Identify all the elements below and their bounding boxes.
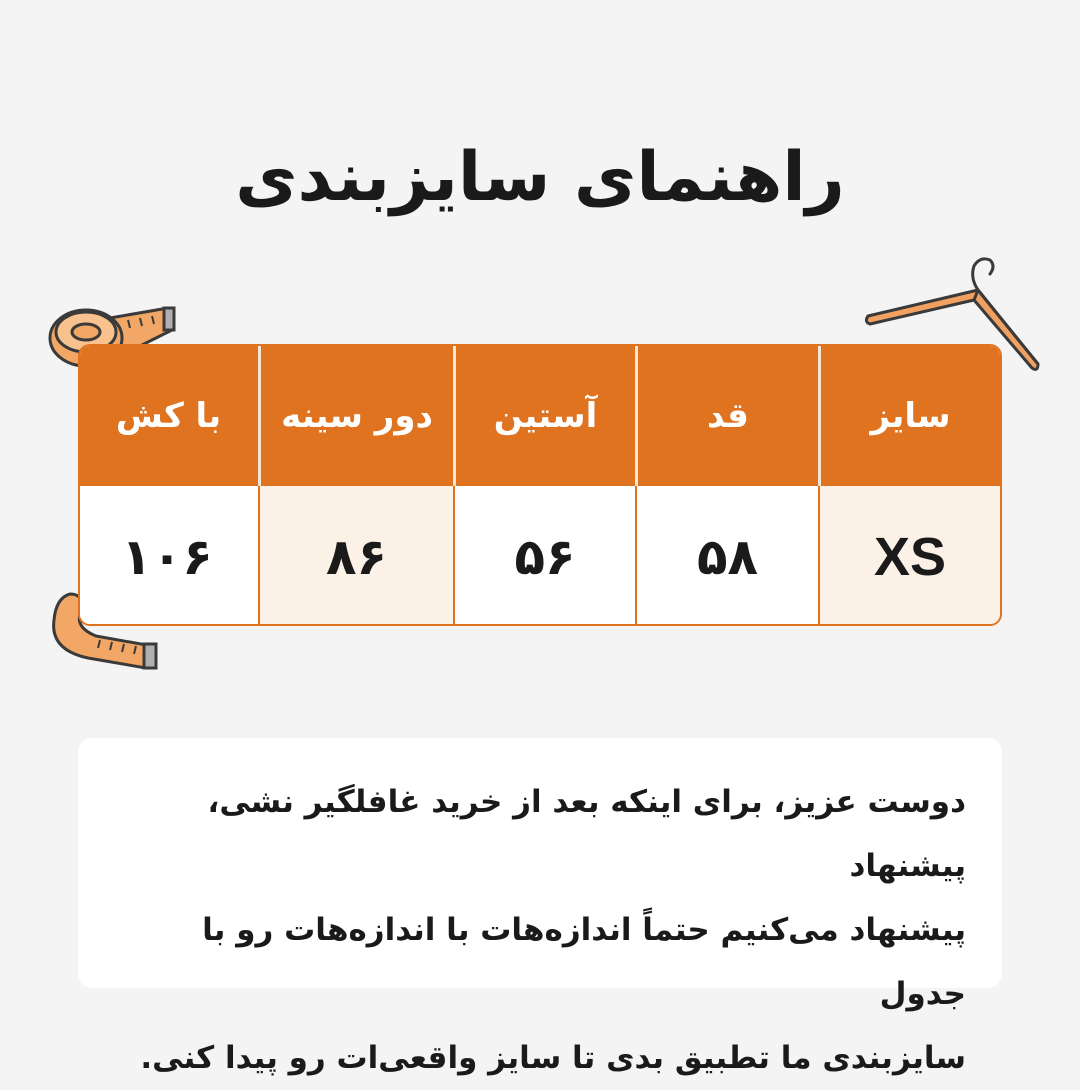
note-line: سایزبندی ما تطبیق بدی تا سایز واقعی‌ات رو پیدا کنی. — [140, 1040, 966, 1076]
note-line: پیشنهاد می‌کنیم حتماً اندازه‌هات با اندازه‌هات رو با جدول — [202, 912, 966, 1012]
header-length: قد — [635, 346, 818, 486]
header-sleeve: آستین — [453, 346, 635, 486]
header-stretch: با کش — [78, 346, 258, 486]
cell-length: ۵۸ — [635, 486, 818, 626]
cell-chest: ۸۶ — [258, 486, 453, 626]
cell-size: XS — [818, 486, 1000, 626]
size-table — [78, 344, 1002, 626]
page-title: راهنمای سایزبندی — [235, 138, 845, 217]
cell-sleeve: ۵۶ — [453, 486, 635, 626]
cell-stretch: ۱۰۶ — [78, 486, 258, 626]
header-chest: دور سینه — [258, 346, 453, 486]
header-size: سایز — [818, 346, 1000, 486]
note-line: دوست عزیز، برای اینکه بعد از خرید غافلگیر نشی، پیشنهاد — [207, 784, 966, 884]
advice-note — [78, 738, 1002, 1076]
